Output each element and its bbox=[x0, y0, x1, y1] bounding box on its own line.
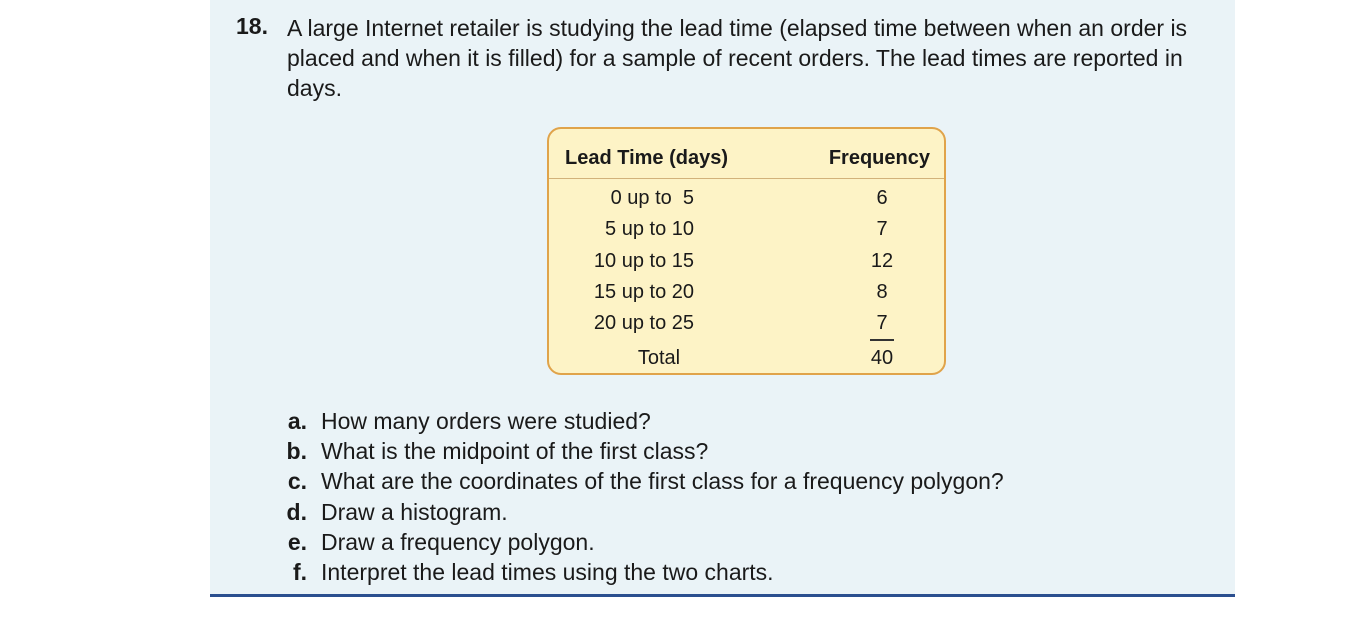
class-cell: 5 up to 10 bbox=[605, 218, 694, 240]
class-cell: 10 up to 15 bbox=[593, 250, 694, 272]
part-label: a. bbox=[287, 408, 307, 434]
part-text: Interpret the lead times using the two charts. bbox=[321, 558, 774, 585]
frequency-cell: 7 bbox=[876, 312, 888, 334]
problem-stem: A large Internet retailer is studying the lead time (elapsed time between when an order is placed and when it is filled) for a sample of recent orders. The lead times are reported in days. bbox=[287, 15, 1188, 101]
part-label: f. bbox=[292, 558, 307, 585]
part-label: b. bbox=[286, 438, 307, 465]
table-row bbox=[549, 187, 944, 218]
total-label: Total bbox=[637, 347, 681, 369]
problem-number: 18. bbox=[236, 13, 268, 39]
part-text: What is the midpoint of the first class? bbox=[321, 438, 709, 465]
total-value: 40 bbox=[870, 347, 894, 369]
frequency-cell: 7 bbox=[876, 218, 888, 240]
header-divider bbox=[549, 178, 944, 179]
frequency-cell: 8 bbox=[876, 281, 888, 303]
part-label: e. bbox=[287, 528, 307, 555]
class-cell: 20 up to 25 bbox=[593, 312, 694, 334]
table-row bbox=[549, 250, 944, 281]
bottom-rule bbox=[210, 594, 1235, 597]
part-label: d. bbox=[286, 498, 307, 525]
part-text: How many orders were studied? bbox=[321, 408, 651, 434]
part-text: Draw a frequency polygon. bbox=[321, 528, 595, 555]
class-cell: 15 up to 20 bbox=[593, 281, 694, 303]
frequency-cell: 12 bbox=[870, 250, 894, 272]
part-text: Draw a histogram. bbox=[321, 498, 508, 525]
header-lead-time: Lead Time (days) bbox=[565, 147, 729, 169]
table-row bbox=[549, 281, 944, 312]
sum-underline bbox=[870, 339, 894, 341]
class-cell: 0 up to 5 bbox=[610, 187, 694, 209]
frequency-table bbox=[547, 127, 946, 375]
part-label: c. bbox=[287, 468, 307, 495]
header-frequency: Frequency bbox=[828, 147, 930, 169]
frequency-cell: 6 bbox=[876, 187, 888, 209]
table-row bbox=[549, 218, 944, 249]
part-text: What are the coordinates of the first class for a frequency polygon? bbox=[321, 468, 1004, 495]
